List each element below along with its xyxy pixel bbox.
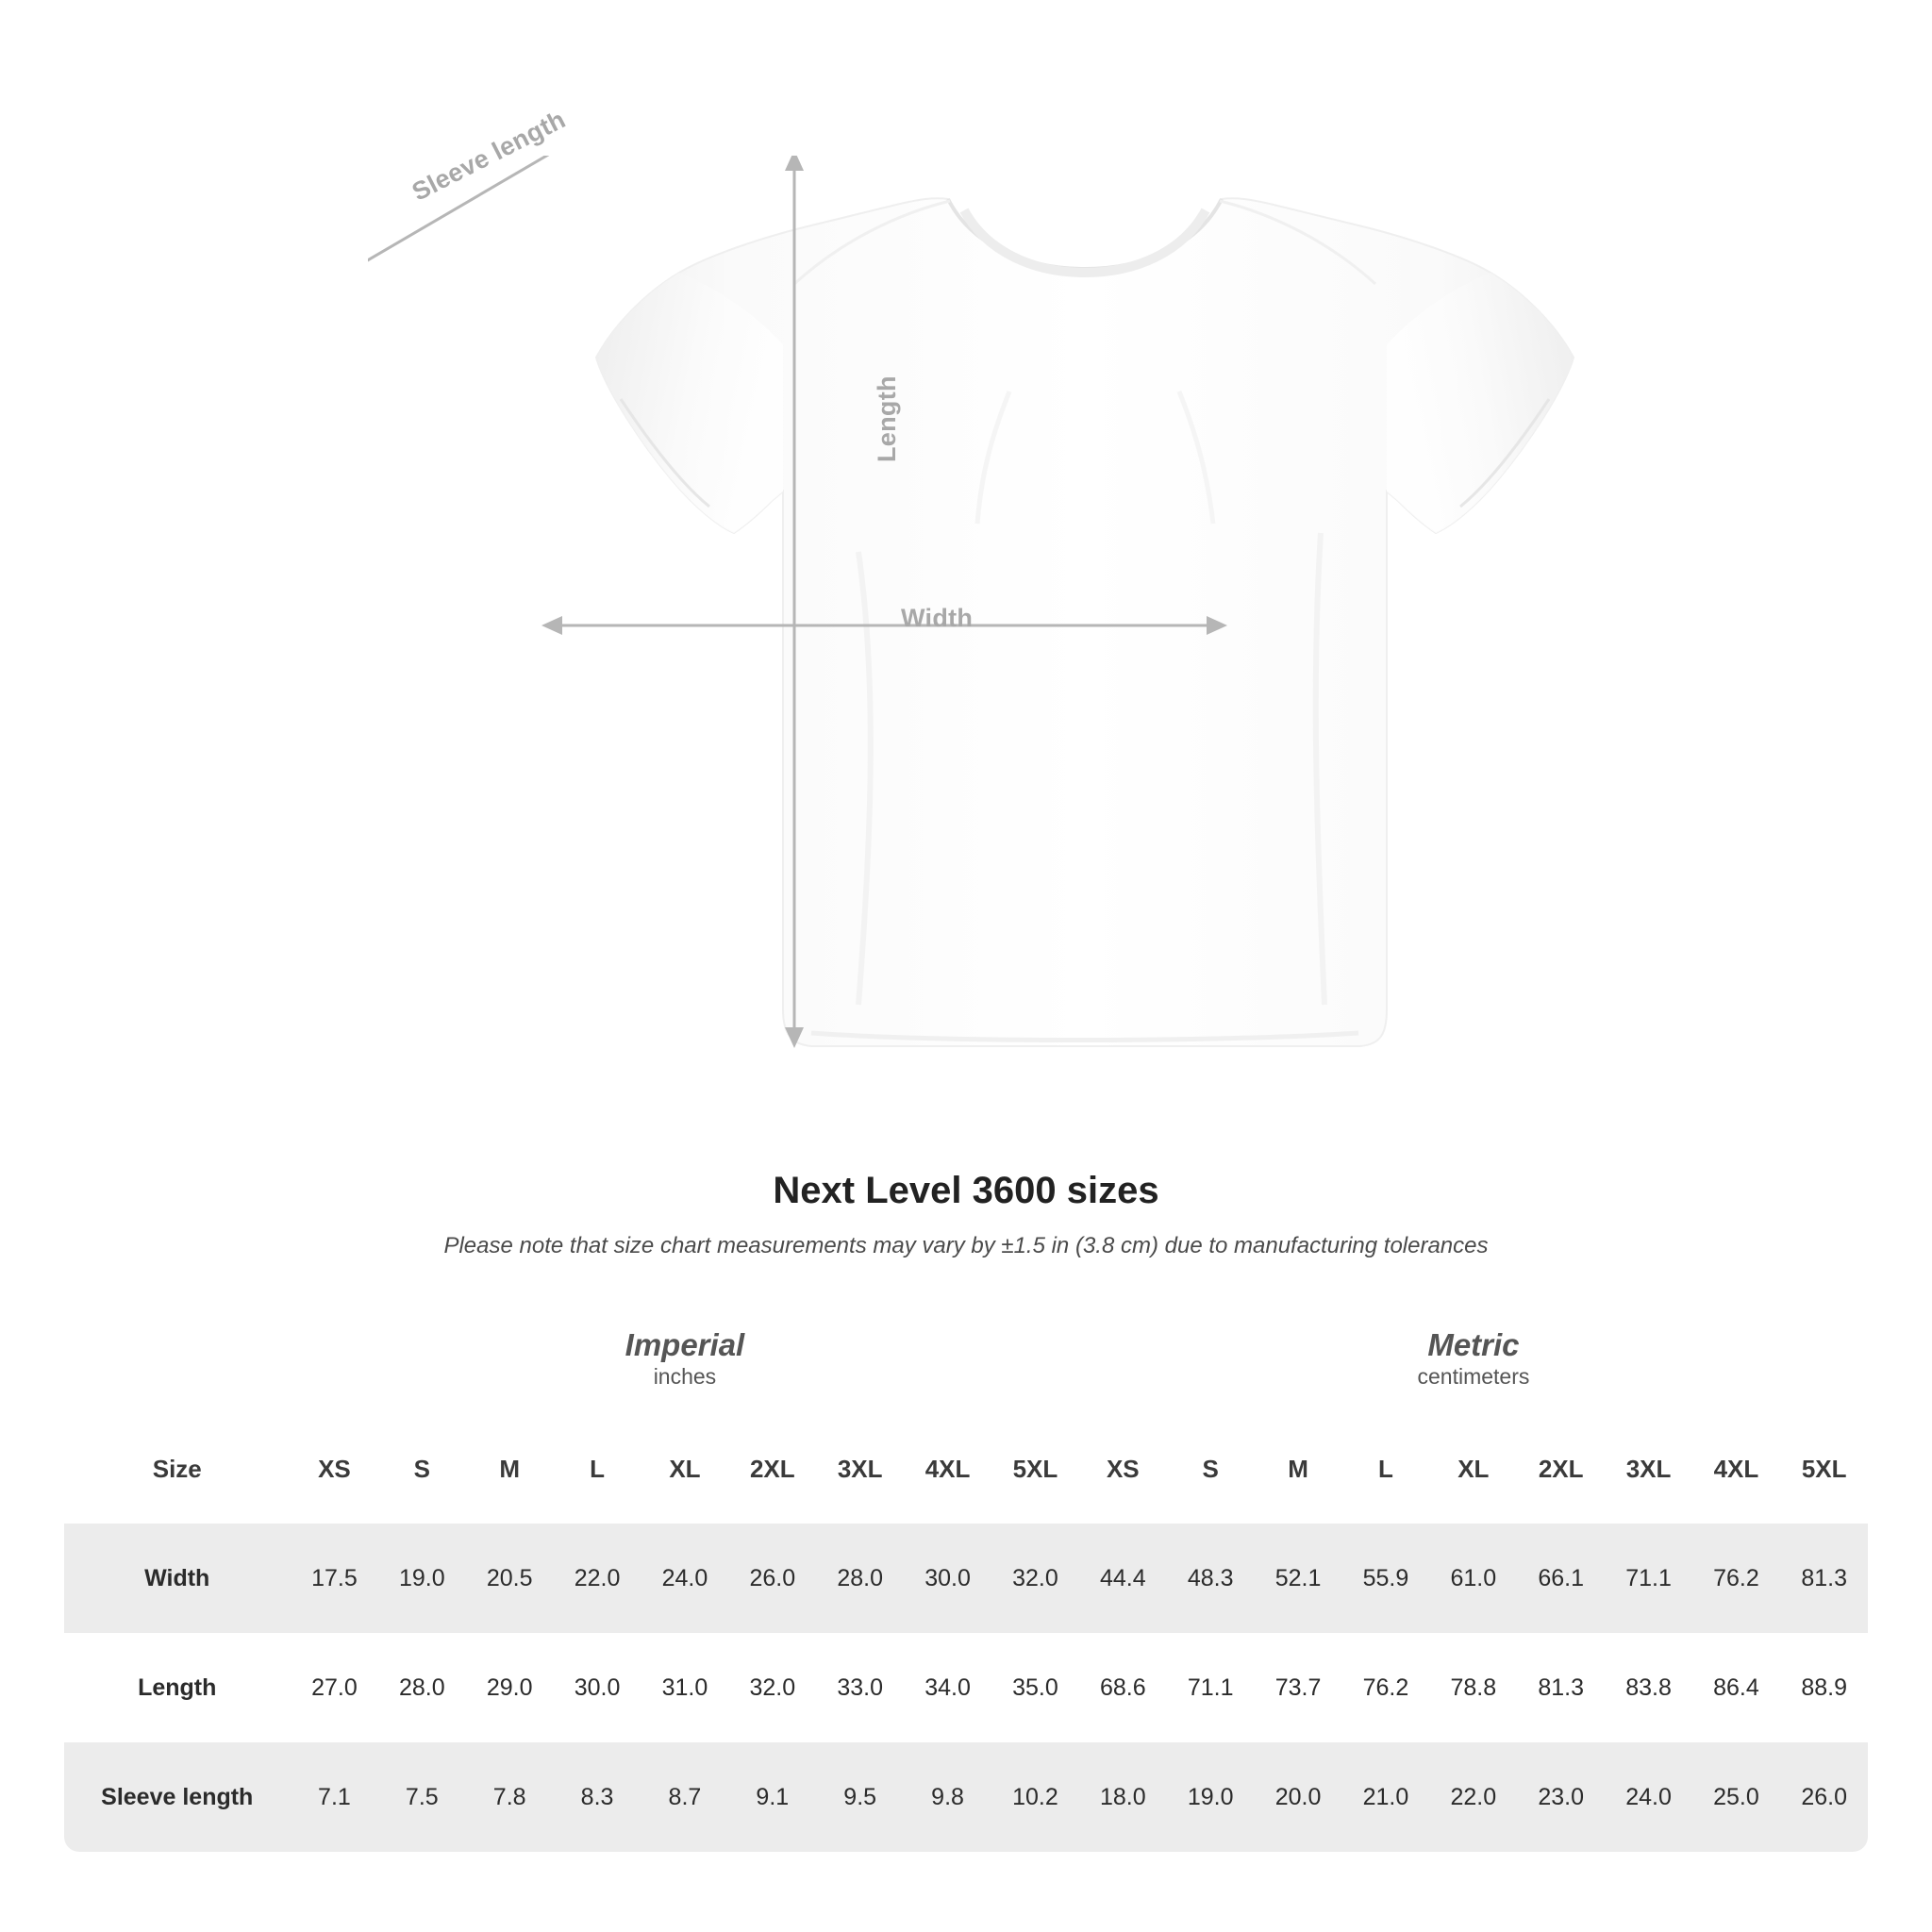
size-col-imp-2xl: 2XL (728, 1414, 816, 1524)
length-imp-xl: 31.0 (641, 1633, 729, 1742)
imperial-header (291, 1305, 1079, 1414)
width-imp-l: 22.0 (554, 1524, 641, 1633)
size-col-met-xs: XS (1079, 1414, 1167, 1524)
sleeve-imp-4xl: 9.8 (904, 1742, 991, 1852)
width-imp-3xl: 28.0 (816, 1524, 904, 1633)
size-table-container (64, 1305, 1868, 1852)
metric-subtitle: centimeters (1417, 1364, 1530, 1390)
size-col-imp-m: M (466, 1414, 554, 1524)
size-col-imp-3xl: 3XL (816, 1414, 904, 1524)
size-col-met-2xl: 2XL (1517, 1414, 1605, 1524)
length-imp-5xl: 35.0 (991, 1633, 1079, 1742)
length-met-xs: 68.6 (1079, 1633, 1167, 1742)
table-row-width (64, 1524, 1868, 1633)
page-title: Next Level 3600 sizes (773, 1170, 1159, 1211)
length-imp-m: 29.0 (466, 1633, 554, 1742)
length-imp-4xl: 34.0 (904, 1633, 991, 1742)
size-col-imp-xs: XS (291, 1414, 378, 1524)
sleeve-imp-2xl: 9.1 (728, 1742, 816, 1852)
width-met-s: 48.3 (1167, 1524, 1255, 1633)
size-col-met-4xl: 4XL (1692, 1414, 1780, 1524)
tshirt-svg (368, 156, 1594, 1127)
sleeve-met-xl: 22.0 (1429, 1742, 1517, 1852)
sleeve-met-xs: 18.0 (1079, 1742, 1167, 1852)
sleeve-met-3xl: 24.0 (1605, 1742, 1692, 1852)
sleeve-length-annotation: Sleeve length (408, 105, 571, 207)
length-imp-s: 28.0 (378, 1633, 466, 1742)
size-col-imp-4xl: 4XL (904, 1414, 991, 1524)
width-imp-m: 20.5 (466, 1524, 554, 1633)
length-imp-3xl: 33.0 (816, 1633, 904, 1742)
length-met-5xl: 88.9 (1780, 1633, 1868, 1742)
size-col-imp-xl: XL (641, 1414, 729, 1524)
sleeve-met-2xl: 23.0 (1517, 1742, 1605, 1852)
row-label-width: Width (64, 1524, 291, 1633)
size-col-imp-l: L (554, 1414, 641, 1524)
size-col-met-3xl: 3XL (1605, 1414, 1692, 1524)
size-col-met-xl: XL (1429, 1414, 1517, 1524)
sleeve-imp-xl: 8.7 (641, 1742, 729, 1852)
length-met-2xl: 81.3 (1517, 1633, 1605, 1742)
length-met-xl: 78.8 (1429, 1633, 1517, 1742)
sleeve-met-l: 21.0 (1342, 1742, 1430, 1852)
length-met-l: 76.2 (1342, 1633, 1430, 1742)
tshirt-graphic (368, 156, 1594, 1127)
sleeve-met-m: 20.0 (1255, 1742, 1342, 1852)
size-header-row (64, 1414, 1868, 1524)
length-arrow-head-top (785, 156, 804, 171)
size-col-imp-5xl: 5XL (991, 1414, 1079, 1524)
length-met-4xl: 86.4 (1692, 1633, 1780, 1742)
width-met-m: 52.1 (1255, 1524, 1342, 1633)
length-met-3xl: 83.8 (1605, 1633, 1692, 1742)
sleeve-imp-m: 7.8 (466, 1742, 554, 1852)
table-row-length (64, 1633, 1868, 1742)
width-annotation: Width (901, 604, 974, 632)
metric-header (1079, 1305, 1868, 1414)
width-met-l: 55.9 (1342, 1524, 1430, 1633)
length-met-s: 71.1 (1167, 1633, 1255, 1742)
tolerance-note: Please note that size chart measurements may vary by ±1.5 in (3.8 cm) due to manufacturing tolerances (443, 1233, 1489, 1258)
sleeve-met-5xl: 26.0 (1780, 1742, 1868, 1852)
length-imp-l: 30.0 (554, 1633, 641, 1742)
sleeve-imp-5xl: 10.2 (991, 1742, 1079, 1852)
sleeve-met-4xl: 25.0 (1692, 1742, 1780, 1852)
width-met-4xl: 76.2 (1692, 1524, 1780, 1633)
length-imp-xs: 27.0 (291, 1633, 378, 1742)
size-col-met-s: S (1167, 1414, 1255, 1524)
unit-header-row (64, 1305, 1868, 1414)
table-row-sleeve-length (64, 1742, 1868, 1852)
length-annotation: Length (873, 375, 901, 462)
width-imp-xs: 17.5 (291, 1524, 378, 1633)
size-col-met-m: M (1255, 1414, 1342, 1524)
imperial-subtitle: inches (653, 1364, 717, 1390)
sleeve-imp-l: 8.3 (554, 1742, 641, 1852)
sleeve-imp-s: 7.5 (378, 1742, 466, 1852)
size-header-label: Size (64, 1414, 291, 1524)
sleeve-met-s: 19.0 (1167, 1742, 1255, 1852)
width-imp-2xl: 26.0 (728, 1524, 816, 1633)
width-arrow-head-left (541, 616, 562, 635)
width-imp-5xl: 32.0 (991, 1524, 1079, 1633)
size-table (64, 1305, 1868, 1852)
row-label-sleeve-length: Sleeve length (64, 1742, 291, 1852)
length-imp-2xl: 32.0 (728, 1633, 816, 1742)
sleeve-imp-3xl: 9.5 (816, 1742, 904, 1852)
width-imp-xl: 24.0 (641, 1524, 729, 1633)
imperial-title: Imperial (625, 1326, 745, 1362)
width-met-xl: 61.0 (1429, 1524, 1517, 1633)
width-imp-s: 19.0 (378, 1524, 466, 1633)
width-imp-4xl: 30.0 (904, 1524, 991, 1633)
width-met-2xl: 66.1 (1517, 1524, 1605, 1633)
row-label-length: Length (64, 1633, 291, 1742)
width-met-3xl: 71.1 (1605, 1524, 1692, 1633)
width-met-xs: 44.4 (1079, 1524, 1167, 1633)
size-col-met-l: L (1342, 1414, 1430, 1524)
size-col-imp-s: S (378, 1414, 466, 1524)
unit-header-spacer (64, 1305, 291, 1414)
width-met-5xl: 81.3 (1780, 1524, 1868, 1633)
size-col-met-5xl: 5XL (1780, 1414, 1868, 1524)
length-met-m: 73.7 (1255, 1633, 1342, 1742)
metric-title: Metric (1427, 1326, 1520, 1362)
sleeve-imp-xs: 7.1 (291, 1742, 378, 1852)
